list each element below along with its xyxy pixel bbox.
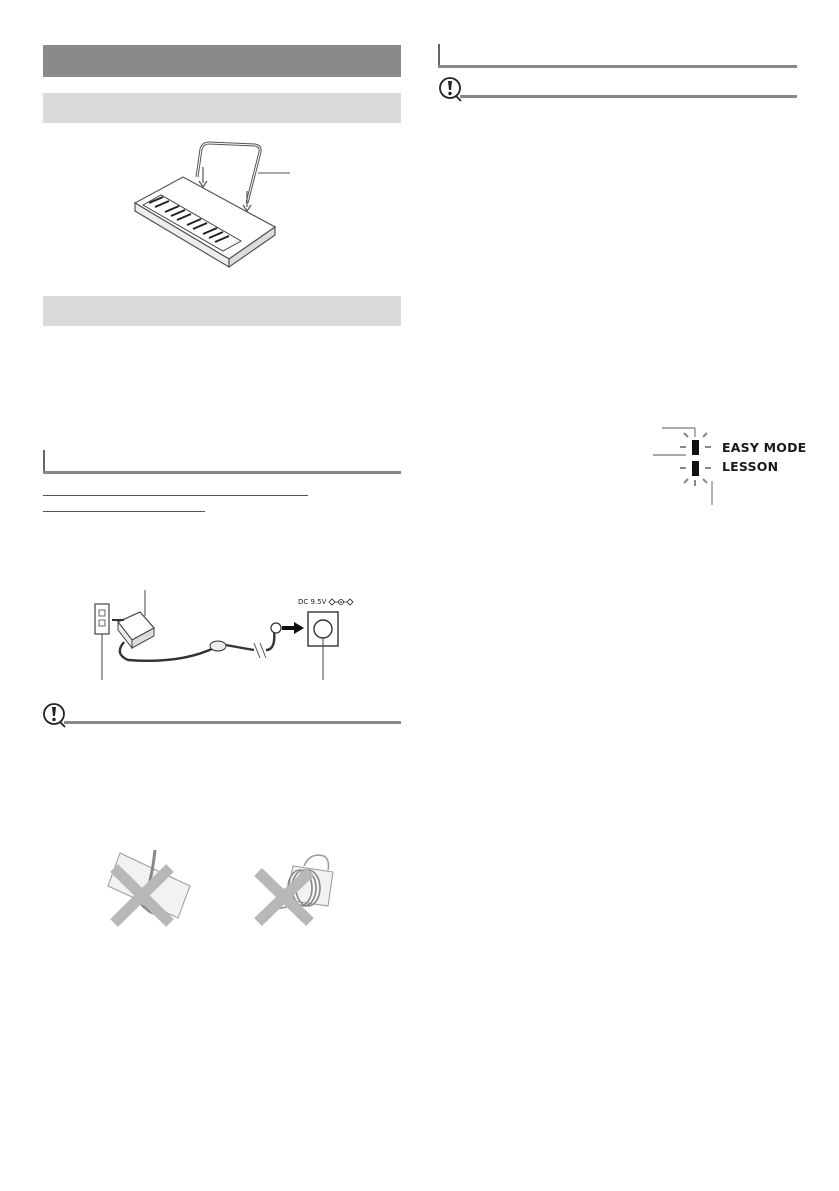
underline-rule-2 (43, 511, 205, 512)
section-header-bar-power (43, 296, 401, 326)
keyboard-music-stand-illustration (125, 135, 300, 275)
dc-jack-label: DC 9.5V (298, 598, 327, 606)
important-exclamation-icon-right (438, 76, 464, 102)
cord-bent-x-icon (100, 848, 200, 923)
subsection-heading-rule (43, 471, 401, 474)
important-exclamation-icon (42, 702, 68, 728)
cord-wrapped-x-icon (248, 848, 348, 923)
display-label-lesson: LESSON (722, 459, 779, 474)
right-heading-marker (438, 44, 440, 67)
caution-rule-right (460, 95, 797, 98)
display-label-easy-mode: EASY MODE (722, 440, 807, 455)
caution-rule-left (64, 721, 401, 724)
chapter-header-bar (43, 45, 401, 77)
dc-polarity-icon (328, 598, 354, 606)
underline-rule-1 (43, 495, 308, 496)
display-indicator-illustration (650, 425, 720, 507)
section-header-bar-music-stand (43, 93, 401, 123)
subsection-heading-marker (43, 450, 45, 473)
right-heading-rule (438, 65, 797, 68)
